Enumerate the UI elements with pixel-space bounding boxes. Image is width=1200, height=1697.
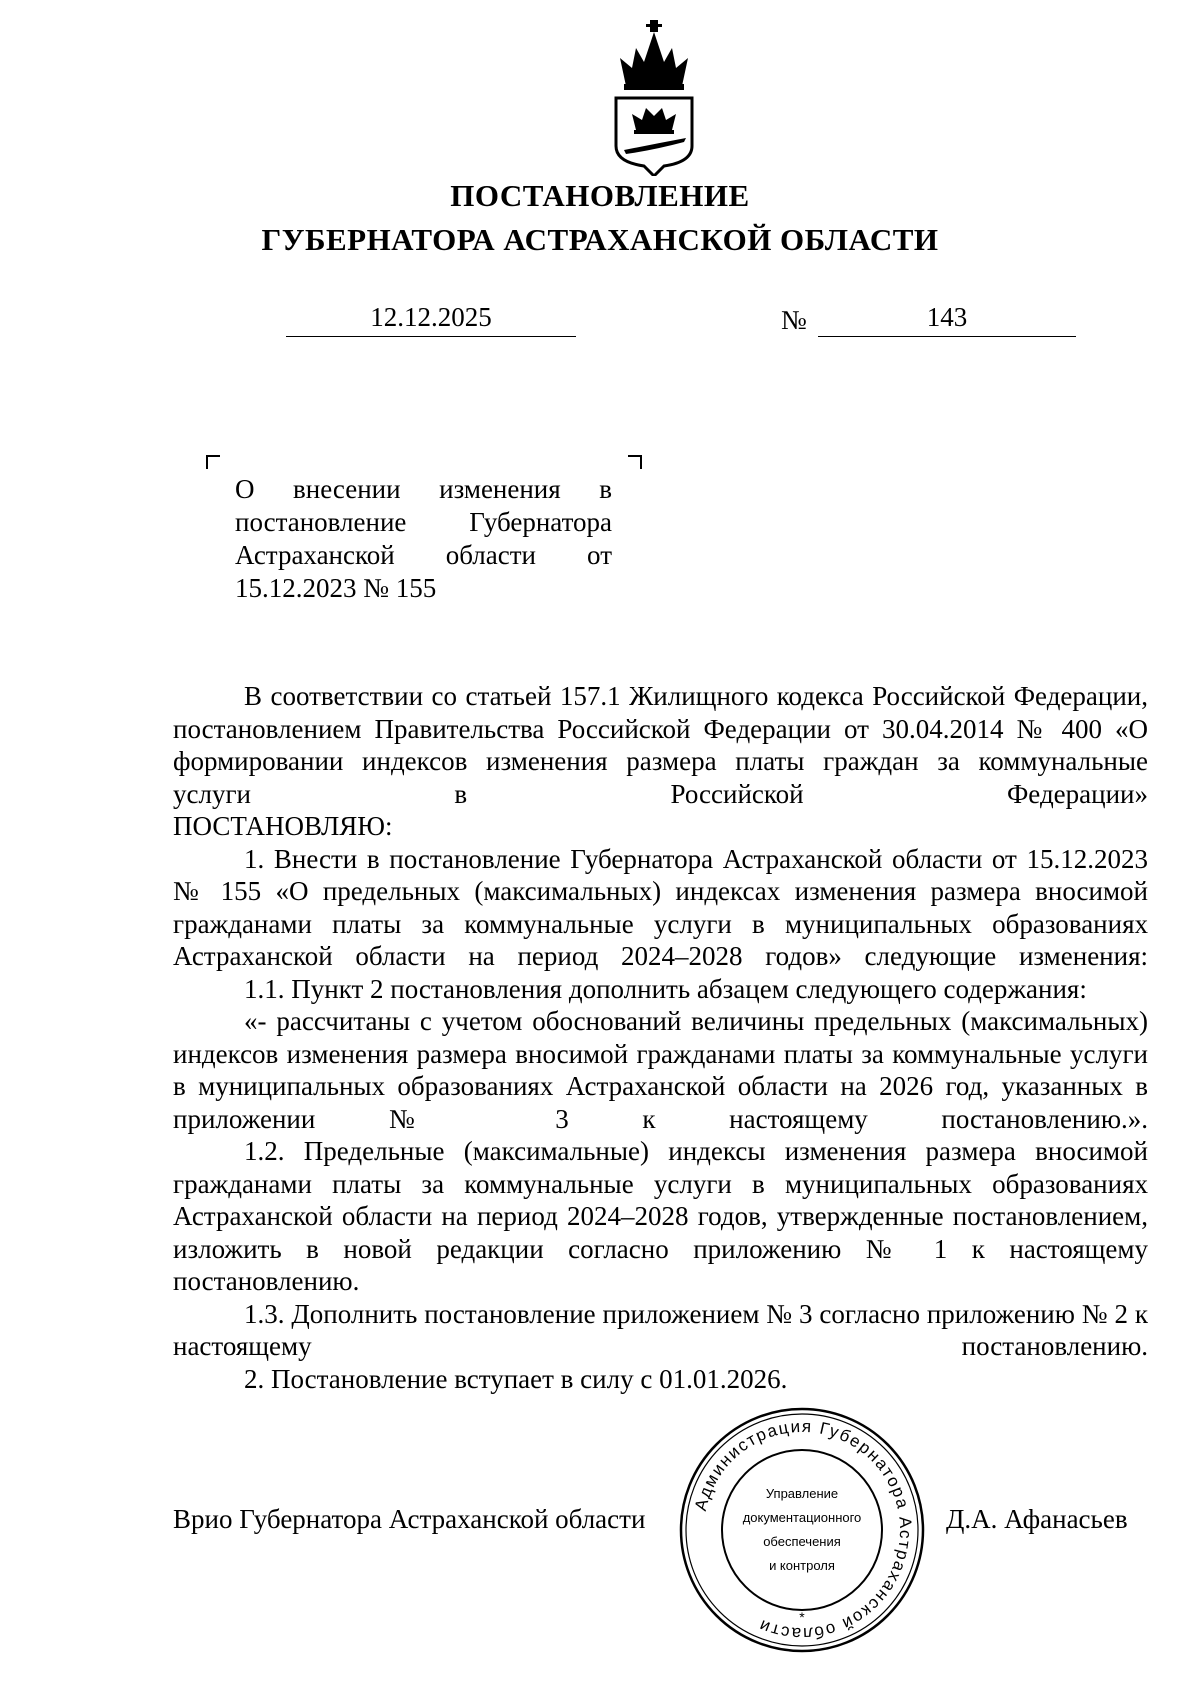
document-subject: О внесении изменения в постановление Губернатора Астраханской области от 15.12.2023 № 155: [235, 474, 612, 603]
stamp-inner-line-2: документационного: [742, 1510, 862, 1525]
signatory-position: Врио Губернатора Астраханской области: [173, 1504, 646, 1534]
stamp-outer-text: Администрация Губернатора Астраханской области: [690, 1416, 916, 1644]
body-paragraph-item-1: 1. Внести в постановление Губернатора Астраханской области от 15.12.2023 № 155 «О предельных (максимальных) индексах изменения размера вносимой гражданами платы за коммунальные услуги в муниципальных образованиях Астраханской области на период 2024–2028 годов» следующие изменения:: [173, 843, 1148, 971]
stamp-inner-line-3: обеспечения: [763, 1534, 841, 1549]
signatory-name: Д.А. Афанасьев: [946, 1504, 1128, 1534]
stamp-inner-line-1: Управление: [765, 1486, 839, 1501]
stamp-inner-line-4: и контроля: [769, 1558, 835, 1573]
number-label: №: [781, 305, 807, 335]
subject-corner-left: [206, 455, 220, 469]
document-number: 143: [818, 302, 1076, 337]
official-stamp: [677, 1405, 927, 1655]
body-paragraph-item-1-1: 1.1. Пункт 2 постановления дополнить абзацем следующего содержания:: [244, 973, 1087, 1004]
document-body: [173, 680, 1148, 1395]
body-paragraph-item-1-2: 1.2. Предельные (максимальные) индексы изменения размера вносимой гражданами платы за коммунальные услуги в муниципальных образованиях Астраханской области на период 2024–2028 годов, утвержденные постановлением, изложить в новой редакции согласно приложению № 1 к настоящему постановлению.: [173, 1136, 1148, 1296]
issuer-title: ГУБЕРНАТОРА АСТРАХАНСКОЙ ОБЛАСТИ: [261, 222, 939, 257]
body-paragraph-item-2: 2. Постановление вступает в силу с 01.01.2026.: [244, 1363, 788, 1394]
stamp-star-icon: *: [799, 1609, 805, 1625]
document-type-title: ПОСТАНОВЛЕНИЕ: [450, 178, 750, 213]
body-paragraph-item-1-3: 1.3. Дополнить постановление приложением № 3 согласно приложению № 2 к настоящему постановлению.: [173, 1298, 1148, 1361]
body-paragraph-resolve: ПОСТАНОВЛЯЮ:: [173, 811, 393, 841]
coat-of-arms-emblem: [606, 18, 702, 176]
document-date: 12.12.2025: [286, 302, 576, 337]
subject-corner-right: [628, 455, 642, 469]
body-paragraph-preamble: В соответствии со статьей 157.1 Жилищного кодекса Российской Федерации, постановлением Правительства Российской Федерации от 30.04.2014 № 400 «О формировании индексов изменения размера платы граждан за коммунальные услуги в Российской Федерации»: [173, 681, 1148, 809]
body-paragraph-quote: «- рассчитаны с учетом обоснований величины предельных (максимальных) индексов изменения размера вносимой гражданами платы за коммунальные услуги в муниципальных образованиях Астраханской области на 2026 год, указанных в приложении № 3 к настоящему постановлению.».: [173, 1006, 1148, 1134]
